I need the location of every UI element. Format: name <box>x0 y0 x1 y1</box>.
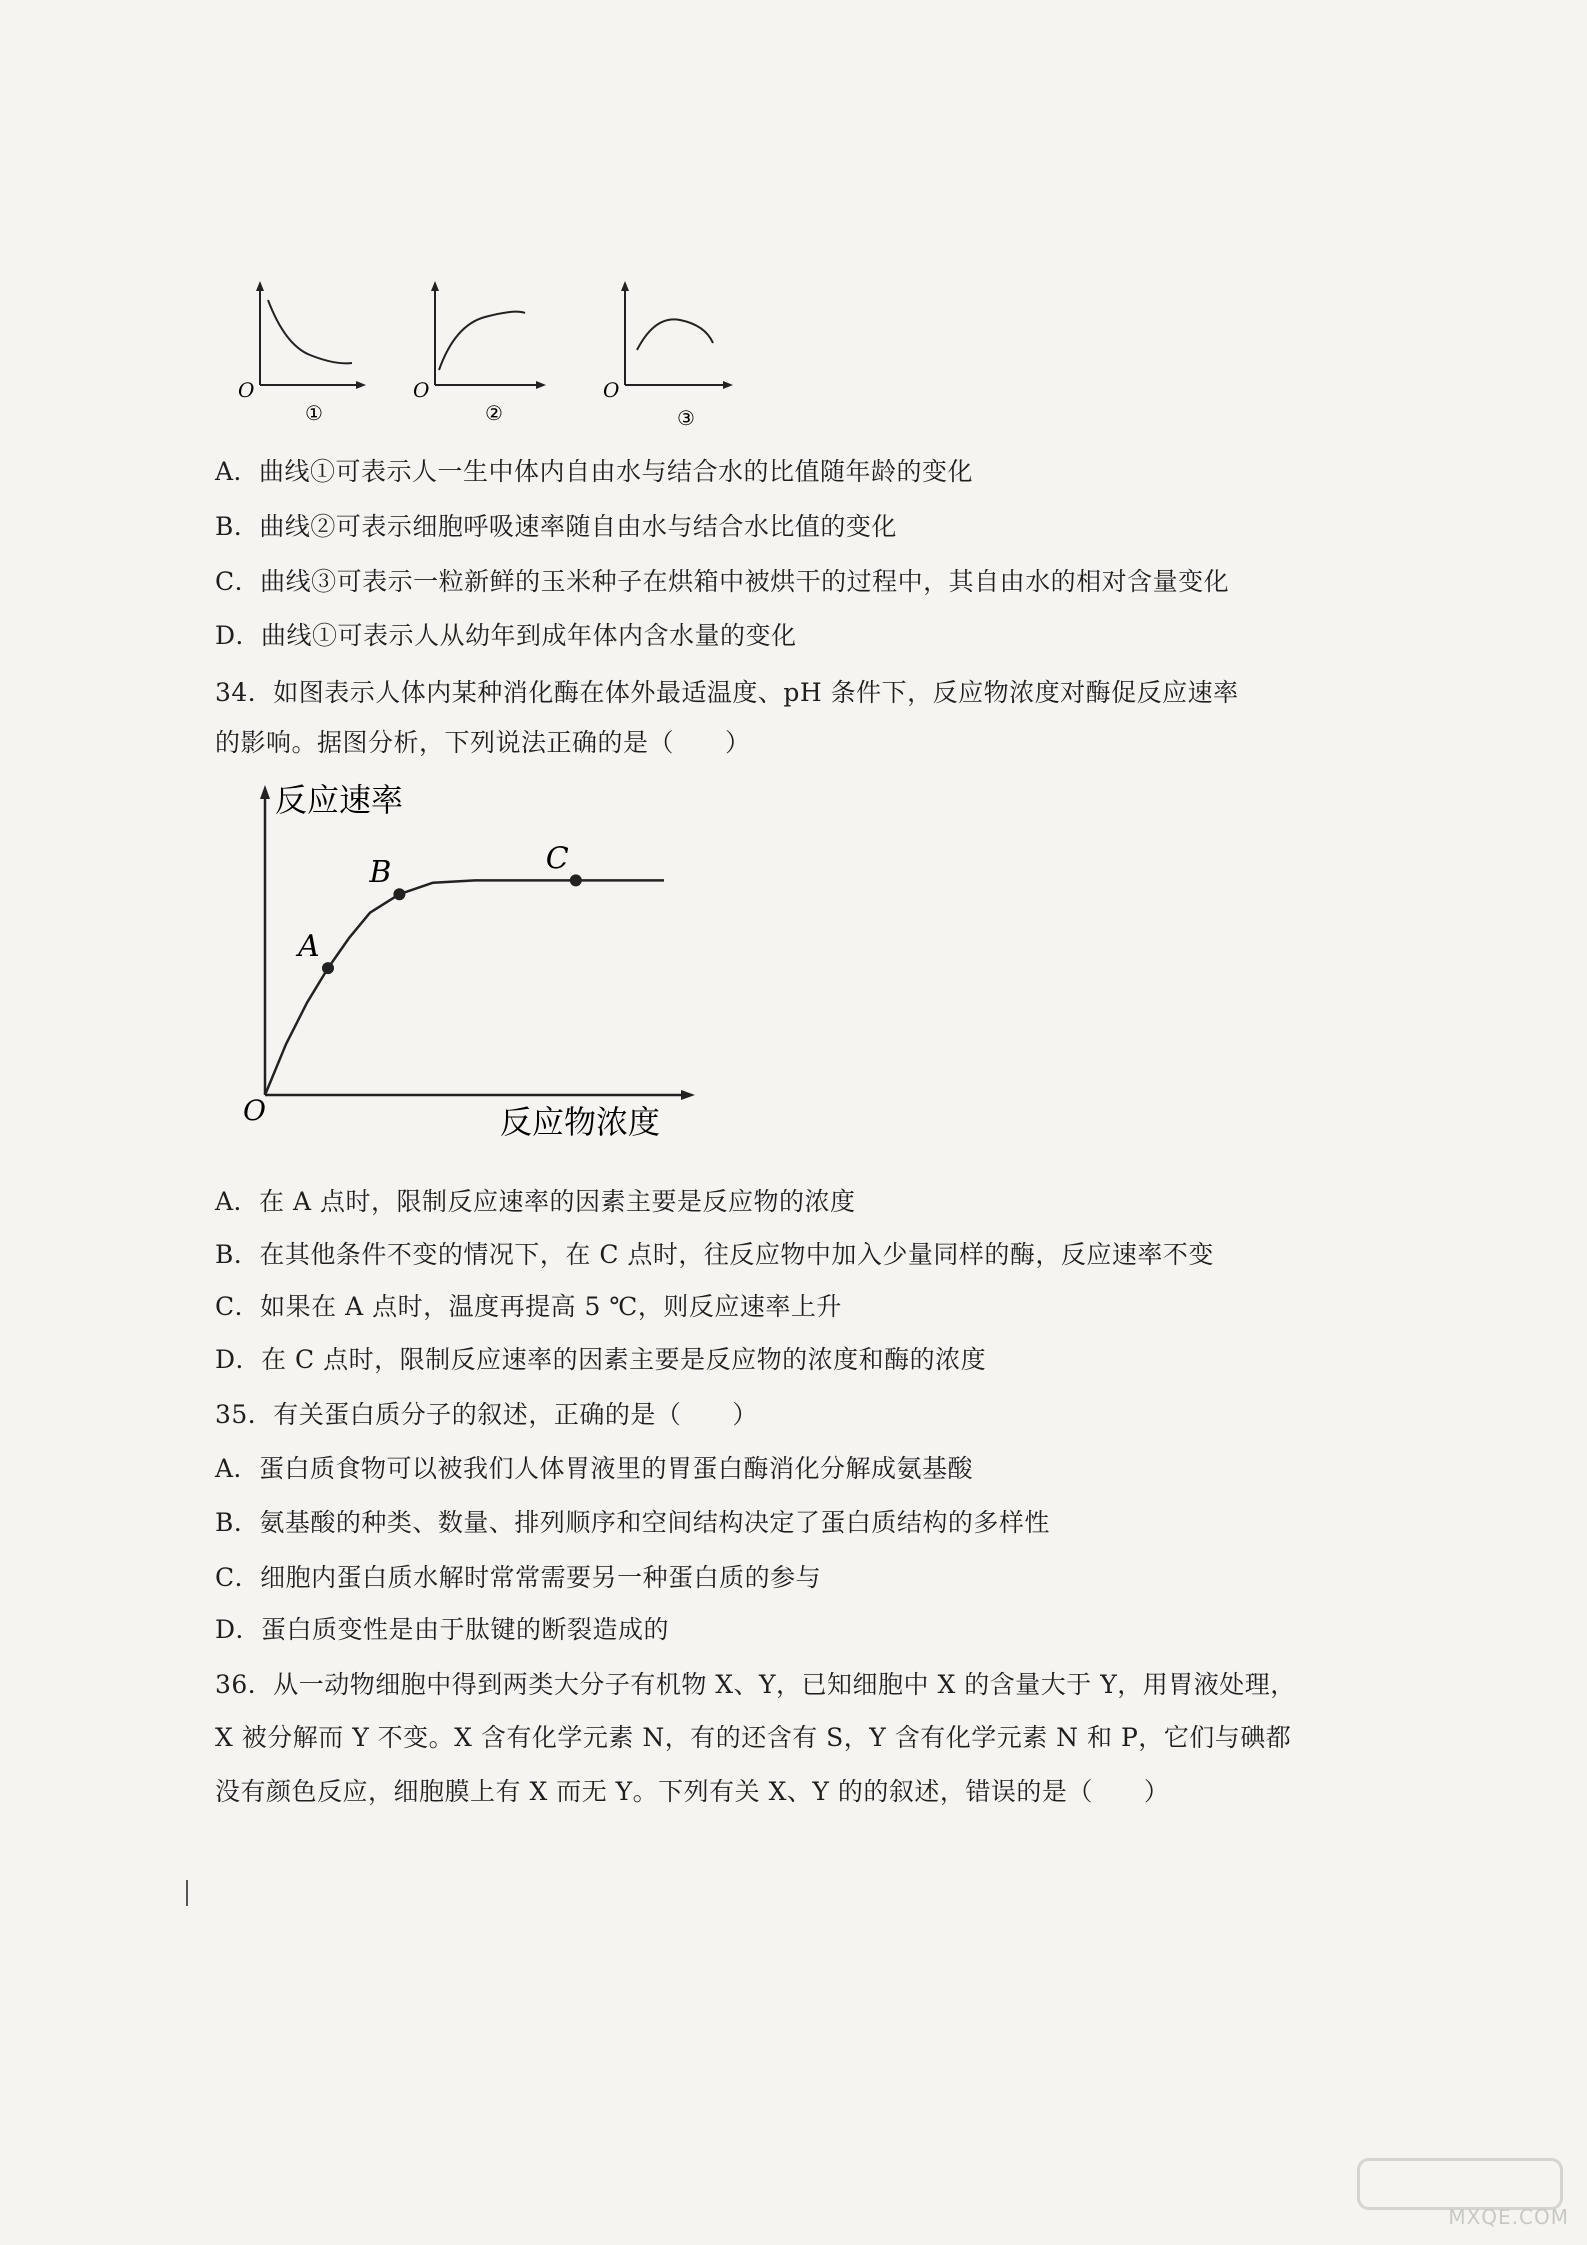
q36-line2: X 被分解而 Y 不变。X 含有化学元素 N，有的还含有 S，Y 含有化学元素 N 和 P，它们与碘都 <box>215 1723 1292 1752</box>
chart-axes <box>260 785 695 1100</box>
q36-line1: 36．从一动物细胞中得到两类大分子有机物 X、Y，已知细胞中 X 的含量大于 Y，用胃液处理， <box>215 1670 1296 1699</box>
q34-stem-line1: 34．如图表示人体内某种消化酶在体外最适温度、pH 条件下，反应物浓度对酶促反应速率 <box>215 678 1239 707</box>
x-axis-arrow <box>681 1090 695 1100</box>
graph-1 <box>238 281 366 425</box>
q34-option-d: D．在 C 点时，限制反应速率的因素主要是反应物的浓度和酶的浓度 <box>215 1345 987 1374</box>
watermark-text: MXQE.COM <box>1448 2205 1569 2229</box>
watermark <box>1359 2158 1569 2233</box>
q33-option-d: D．曲线①可表示人从幼年到成年体内含水量的变化 <box>215 621 797 650</box>
q35-option-a: A．蛋白质食物可以被我们人体胃液里的胃蛋白酶消化分解成氨基酸 <box>215 1454 974 1483</box>
y-axis-arrow <box>260 785 270 799</box>
graph-3-origin: O <box>603 378 620 402</box>
rate-curve <box>265 880 664 1095</box>
graph-2-origin: O <box>413 378 430 402</box>
q35-option-d: D．蛋白质变性是由于肽键的断裂造成的 <box>215 1615 670 1644</box>
graph-2-curve <box>439 312 525 370</box>
point-b <box>393 888 405 900</box>
point-label-a: A <box>298 929 320 965</box>
point-label-c: C <box>545 841 569 877</box>
x-axis-label: 反应物浓度 <box>500 1103 661 1141</box>
q36-line3: 没有颜色反应，细胞膜上有 X 而无 Y。下列有关 X、Y 的的叙述，错误的是（ ） <box>215 1777 1170 1806</box>
q35-option-c: C．细胞内蛋白质水解时常常需要另一种蛋白质的参与 <box>215 1563 822 1592</box>
watermark-logo <box>1357 2158 1563 2210</box>
curve-layer <box>265 880 664 1095</box>
graph-2 <box>413 281 546 425</box>
point-label-b: B <box>369 855 392 891</box>
graph-1-curve <box>268 300 352 363</box>
q34-stem-line2: 的影响。据图分析，下列说法正确的是（ ） <box>215 728 751 757</box>
q33-option-b: B．曲线②可表示细胞呼吸速率随自由水与结合水比值的变化 <box>215 512 897 541</box>
graph-1-origin: O <box>238 378 255 402</box>
q33-option-c: C．曲线③可表示一粒新鲜的玉米种子在烘箱中被烘干的过程中，其自由水的相对含量变化 <box>215 567 1230 596</box>
graph-3-curve <box>637 319 713 350</box>
margin-mark <box>186 1880 188 1906</box>
y-axis-label: 反应速率 <box>275 781 404 819</box>
point-c <box>570 874 582 886</box>
point-a <box>322 962 334 974</box>
small-graphs-figure <box>230 275 750 440</box>
enzyme-rate-chart <box>235 775 715 1155</box>
q35-option-b: B．氨基酸的种类、数量、排列顺序和空间结构决定了蛋白质结构的多样性 <box>215 1508 1050 1537</box>
origin-label: O <box>243 1094 266 1127</box>
q34-option-a: A．在 A 点时，限制反应速率的因素主要是反应物的浓度 <box>215 1187 856 1216</box>
graph-1-label: ① <box>305 401 323 425</box>
q34-option-b: B．在其他条件不变的情况下，在 C 点时，往反应物中加入少量同样的酶，反应速率不变 <box>215 1240 1214 1269</box>
graph-3 <box>603 281 733 430</box>
graph-3-label: ③ <box>677 406 695 430</box>
graph-2-label: ② <box>485 401 503 425</box>
q33-option-a: A．曲线①可表示人一生中体内自由水与结合水的比值随年龄的变化 <box>215 457 974 486</box>
q35-stem: 35．有关蛋白质分子的叙述，正确的是（ ） <box>215 1400 758 1429</box>
q34-option-c: C．如果在 A 点时，温度再提高 5 ℃，则反应速率上升 <box>215 1292 842 1321</box>
